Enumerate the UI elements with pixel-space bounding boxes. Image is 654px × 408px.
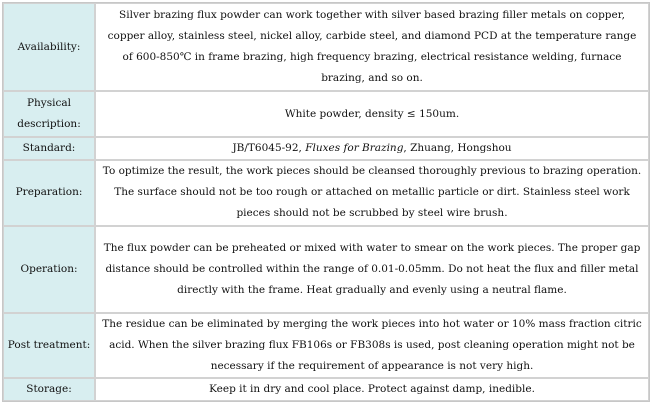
- row-label-preparation: Preparation:: [3, 160, 95, 225]
- row-value-availability: Silver brazing flux powder can work together with silver based brazing filler metals on copper, copper alloy, stainless steel, nickel alloy, carbide steel, and diamond PCD at the temperature range of 600-850℃ in frame brazing, high frequency brazing, electrical resistance welding, furnace brazing, and so on.: [95, 3, 649, 91]
- row-value-storage: Keep it in dry and cool place. Protect against damp, inedible.: [95, 378, 649, 401]
- table-row-availability: [3, 3, 649, 91]
- table-row-post-treatment: [3, 313, 649, 378]
- table-row-preparation: [3, 160, 649, 225]
- row-label-storage: Storage:: [3, 378, 95, 401]
- standard-authors: , Zhuang, Hongshou: [403, 142, 512, 155]
- row-label-availability: Availability:: [3, 3, 95, 91]
- row-label-standard: Standard:: [3, 137, 95, 160]
- row-value-standard: [95, 137, 649, 160]
- row-value-operation: The flux powder can be preheated or mixed with water to smear on the work pieces. The proper gap distance should be controlled within the range of 0.01-0.05mm. Do not heat the flux and filler metal directly with the frame. Heat gradually and evenly using a neutral flame.: [95, 226, 649, 313]
- table-row-operation: [3, 226, 649, 313]
- standard-code: JB/T6045-92,: [232, 142, 306, 155]
- table-row-standard: [3, 137, 649, 160]
- row-label-post-treatment: Post treatment:: [3, 313, 95, 378]
- row-label-physical-description: Physical description:: [3, 91, 95, 137]
- row-value-preparation: To optimize the result, the work pieces should be cleansed thoroughly previous to brazing operation. The surface should not be too rough or attached on metallic particle or dirt. Stainless steel work pieces should not be scrubbed by steel wire brush.: [95, 160, 649, 225]
- specification-table: [2, 2, 650, 402]
- row-label-operation: Operation:: [3, 226, 95, 313]
- row-value-physical-description: White powder, density ≤ 150um.: [95, 91, 649, 137]
- standard-title: Fluxes for Brazing: [305, 142, 404, 155]
- table-row-storage: [3, 378, 649, 401]
- row-value-post-treatment: The residue can be eliminated by merging the work pieces into hot water or 10% mass fraction citric acid. When the silver brazing flux FB106s or FB308s is used, post cleaning operation might not be necessary if the requirement of appearance is not very high.: [95, 313, 649, 378]
- table-row-physical-description: [3, 91, 649, 137]
